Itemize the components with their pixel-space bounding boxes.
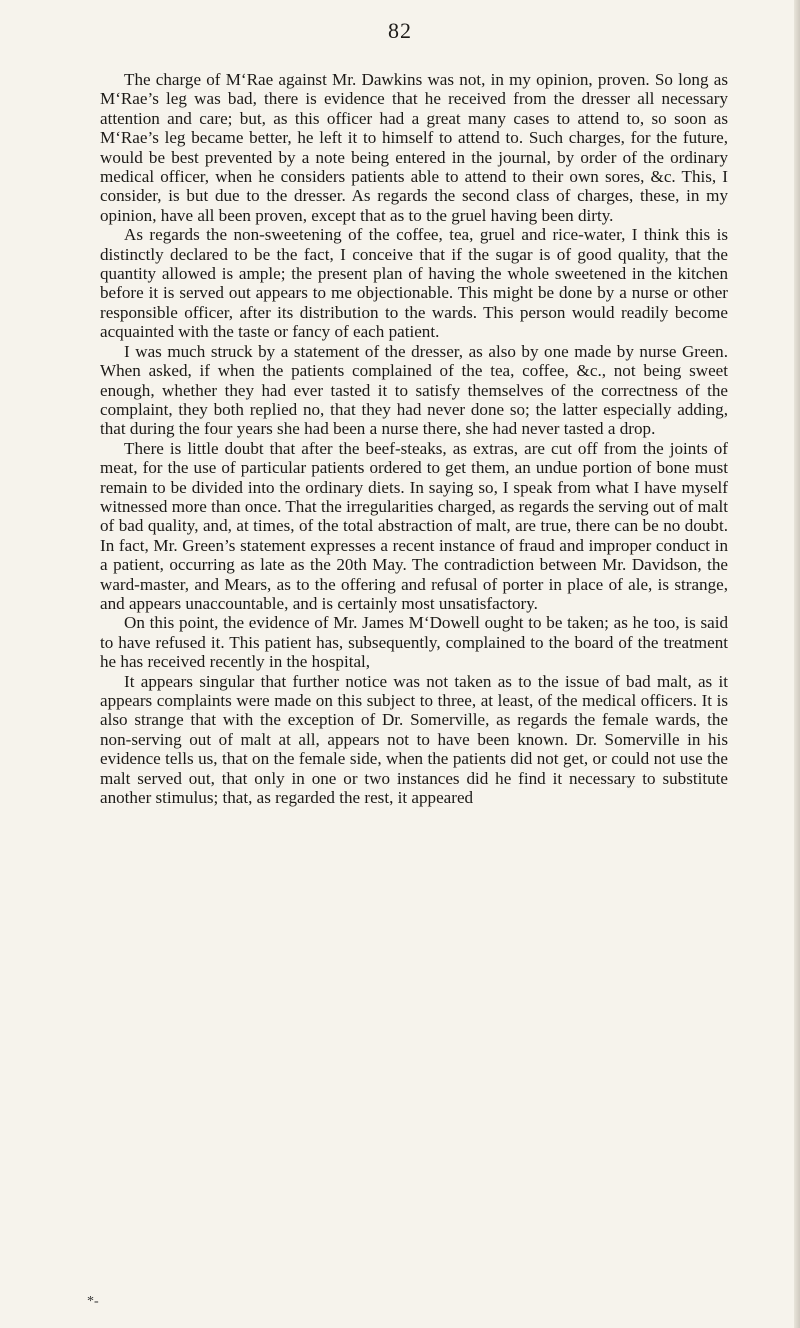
body-text bbox=[100, 70, 728, 807]
paragraph-bad-malt: It appears singular that further notice was not taken as to the issue of bad malt, as it appears complaints were made on this subject to three, at least, of the medical officers. It is also strange that with the exception of Dr. Somerville, as regards the female wards, the non-serving out of malt at all, appears not to have been known. Dr. Somerville in his evidence tells us, that on the female side, when the patients did not get, or could not use the malt served out, that only in one or two instances did he find it necessary to substitute another stimulus; that, as regarded the rest, it appeared bbox=[100, 671, 728, 808]
page-number: 82 bbox=[388, 18, 412, 43]
paragraph-mrae-charge: The charge of M‘Rae against Mr. Dawkins was not, in my opinion, proven. So long as M‘Rae’s leg was bad, there is evidence that he received from the dresser all necessary attention and care; but, as this officer had a great many cases to attend to, so soon as M‘Rae’s leg became better, he left it to himself to attend to. Such charges, for the future, would be best prevented by a note being entered in the journal, by order of the ordinary medical officer, when he considers patients able to attend to their own sores, &c. This, I consider, is but due to the dresser. As regards the second class of charges, these, in my opinion, have all been proven, except that as to the gruel having been dirty. bbox=[100, 70, 728, 225]
page-edge-shadow bbox=[794, 0, 800, 1328]
paragraph-dresser-statement: I was much struck by a statement of the dresser, as also by one made by nurse Green. When asked, if when the patients complained of the tea, coffee, &c., not being sweet enough, whether they had ever tasted it to satisfy themselves of the correctness of the complaint, they both replied no, that they had never done so; the latter especially adding, that during the four years she had been a nurse there, she had never tasted a drop. bbox=[100, 341, 728, 439]
paragraph-sweetening: As regards the non-sweetening of the coffee, tea, gruel and rice-water, I think this is distinctly declared to be the fact, I conceive that if the sugar is of good quality, that the quantity allowed is ample; the present plan of having the whole sweetened in the kitchen before it is served out appears to me objectionable. This might be done by a nurse or other responsible officer, after its distribution to the wards. This person would readily become acquainted with the taste or fancy of each patient. bbox=[100, 225, 728, 342]
paragraph-mcdowell: On this point, the evidence of Mr. James M‘Dowell ought to be taken; as he too, is said to have refused it. This patient has, subsequently, complained to the board of the treatment he has received recently in the hospital, bbox=[100, 613, 728, 672]
stray-mark: *- bbox=[87, 1294, 99, 1309]
paragraph-beef-steaks: There is little doubt that after the beef-steaks, as extras, are cut off from the joints of meat, for the use of particular patients ordered to get them, an undue portion of bone must remain to be divided into the ordinary diets. In saying so, I speak from what I have myself witnessed more than once. That the irregularities charged, as regards the serving out of malt of bad quality, and, at times, of the total abstraction of malt, are true, there can be no doubt. In fact, Mr. Green’s statement expresses a recent instance of fraud and improper conduct in a patient, occurring as late as the 20th May. The contradiction between Mr. Davidson, the ward-master, and Mears, as to the offering and refusal of porter in place of ale, is strange, and appears unaccountable, and is certainly most unsatisfactory. bbox=[100, 438, 728, 613]
